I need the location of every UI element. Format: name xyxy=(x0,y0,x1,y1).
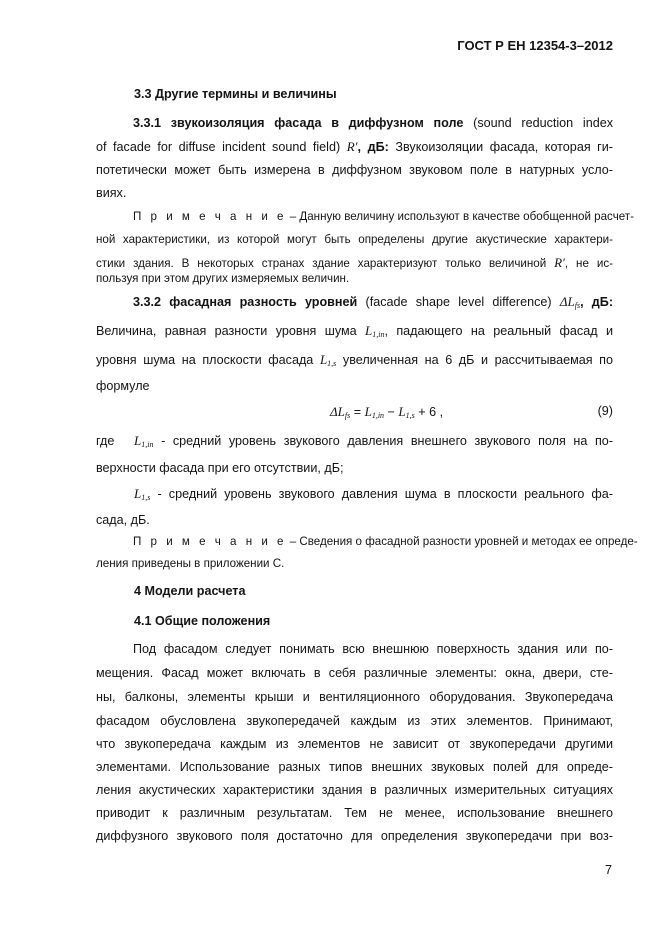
term-3-3-1-line-4: виях. xyxy=(96,186,127,200)
section-heading-3-3: 3.3 Другие термины и величины xyxy=(134,87,337,101)
symbol-r-prime: R′ xyxy=(346,139,358,154)
symbol-l1-in-where: $L_{1,in}$ xyxy=(134,433,154,449)
symbol-delta-l-fs: $\Delta L_{fs}$ xyxy=(559,294,581,310)
term-3-3-1-english-cont: of facade for diffuse incident sound field) xyxy=(96,140,341,154)
paragraph-line-8: приводит к различным результатам. Тем не менее, использование внешнего xyxy=(96,806,613,820)
note-1-line-4: пользуя при этом других измеряемых величин. xyxy=(96,272,350,285)
symbol-l1-s-where: $L_{1,s}$ xyxy=(134,486,151,502)
term-3-3-2-line-2-text: Величина, равная разности уровня шума xyxy=(96,324,357,338)
page-number: 7 xyxy=(604,863,612,877)
term-3-3-1-unit: , дБ: xyxy=(357,140,389,154)
where-definition-1: - средний уровень звукового давления внешнего звукового поля на по- xyxy=(161,434,614,448)
note-1-line-1 xyxy=(133,210,634,223)
where-line-2: верхности фасада при его отсутствии, дБ; xyxy=(96,461,344,475)
paragraph-line-2: мещения. Фасад может включать в себя различные элементы: окна, двери, сте- xyxy=(96,666,613,680)
term-3-3-2-line-2-end: , падающего на реальный фасад и xyxy=(384,324,613,338)
paragraph-line-1: Под фасадом следует понимать всю внешнюю поверхность здания или по- xyxy=(133,642,613,656)
section-heading-4: 4 Модели расчета xyxy=(134,584,246,598)
symbol-l1-s: $L_{1,s}$ xyxy=(319,352,337,368)
where-definition-2: - средний уровень звукового давления шума в плоскости реального фа- xyxy=(157,487,613,501)
where-line-4: сада, дБ. xyxy=(96,513,150,527)
term-3-3-1-name: звукоизоляция фасада в диффузном поле xyxy=(170,116,464,130)
where-line-3 xyxy=(134,486,613,502)
term-3-3-2-number: 3.3.2 xyxy=(133,295,162,309)
note-2-line-1 xyxy=(133,535,638,548)
note-2-line-2: ления приведены в приложении С. xyxy=(96,557,285,570)
term-3-3-1-line-1 xyxy=(133,116,613,130)
term-3-3-1-line-3: потетически может быть измерена в диффузном звуковом поле в натурных усло- xyxy=(96,163,613,177)
note-1-line-3-end: , не ис- xyxy=(564,257,613,270)
symbol-r-prime-note: R′ xyxy=(554,255,565,270)
formula-number: (9) xyxy=(597,404,613,418)
note-2-text: – Сведения о фасадной разности уровней и методах ее опреде- xyxy=(286,535,638,548)
where-line-1 xyxy=(96,433,613,449)
term-3-3-2-line-3 xyxy=(96,352,613,368)
paragraph-line-6: элементами. Использование разных типов внешних звуковых полей для опреде- xyxy=(96,760,613,774)
term-3-3-2-english: (facade shape level difference) xyxy=(365,295,552,309)
term-3-3-2-unit: , дБ: xyxy=(580,295,614,309)
paragraph-line-7: ления акустических характеристики здания в различных измерительных ситуациях xyxy=(96,783,613,797)
note-1-line-3-text: стики здания. В некоторых странах здание характеризуют только величиной xyxy=(96,257,547,270)
term-3-3-1-definition: Звукоизоляции фасада, которая ги- xyxy=(395,140,614,154)
note-1-line-2: ной характеристики, из которой могут быть определены другие акустические характери- xyxy=(96,233,613,246)
document-header: ГОСТ Р ЕН 12354-3–2012 xyxy=(457,38,613,53)
symbol-l1-in: $L_{1,in}$ xyxy=(365,323,385,339)
term-3-3-2-line-4: формуле xyxy=(96,379,150,393)
paragraph-line-5: что звукопередача каждым из элементов не зависит от звукопередачи другими xyxy=(96,737,613,751)
paragraph-line-9: диффузного звукового поля достаточно для определения звукопередачи при воз- xyxy=(96,829,613,843)
term-3-3-2-line-1 xyxy=(133,294,613,310)
paragraph-line-4: фасадом обусловлена звукопередачей каждым из этих элементов. Принимают, xyxy=(96,714,613,728)
formula-9: $\Delta L_{fs} = L_{1,in} - L_{1,s} + 6$ , xyxy=(330,404,444,420)
term-3-3-2-name: фасадная разность уровней xyxy=(169,295,358,309)
paragraph-line-3: ны, балконы, элементы крыши и вентиляционного оборудования. Звукопередача xyxy=(96,690,613,704)
where-word: где xyxy=(96,434,115,448)
term-3-3-1-line-2 xyxy=(96,139,613,155)
note-1-line-3 xyxy=(96,255,613,271)
term-3-3-1-number: 3.3.1 xyxy=(133,116,162,130)
section-heading-4-1: 4.1 Общие положения xyxy=(134,614,271,628)
note-1-label: П р и м е ч а н и е xyxy=(133,210,287,223)
term-3-3-1-english: (sound reduction index xyxy=(473,116,614,130)
term-3-3-2-line-2 xyxy=(96,323,613,339)
note-2-label: П р и м е ч а н и е xyxy=(133,535,287,548)
term-3-3-2-line-3-end: увеличенная на 6 дБ и рассчитываемая по xyxy=(342,353,614,367)
term-3-3-2-line-3-text: уровня шума на плоскости фасада xyxy=(96,353,314,367)
note-1-text: – Данную величину используют в качестве обобщенной расчет- xyxy=(286,210,634,223)
